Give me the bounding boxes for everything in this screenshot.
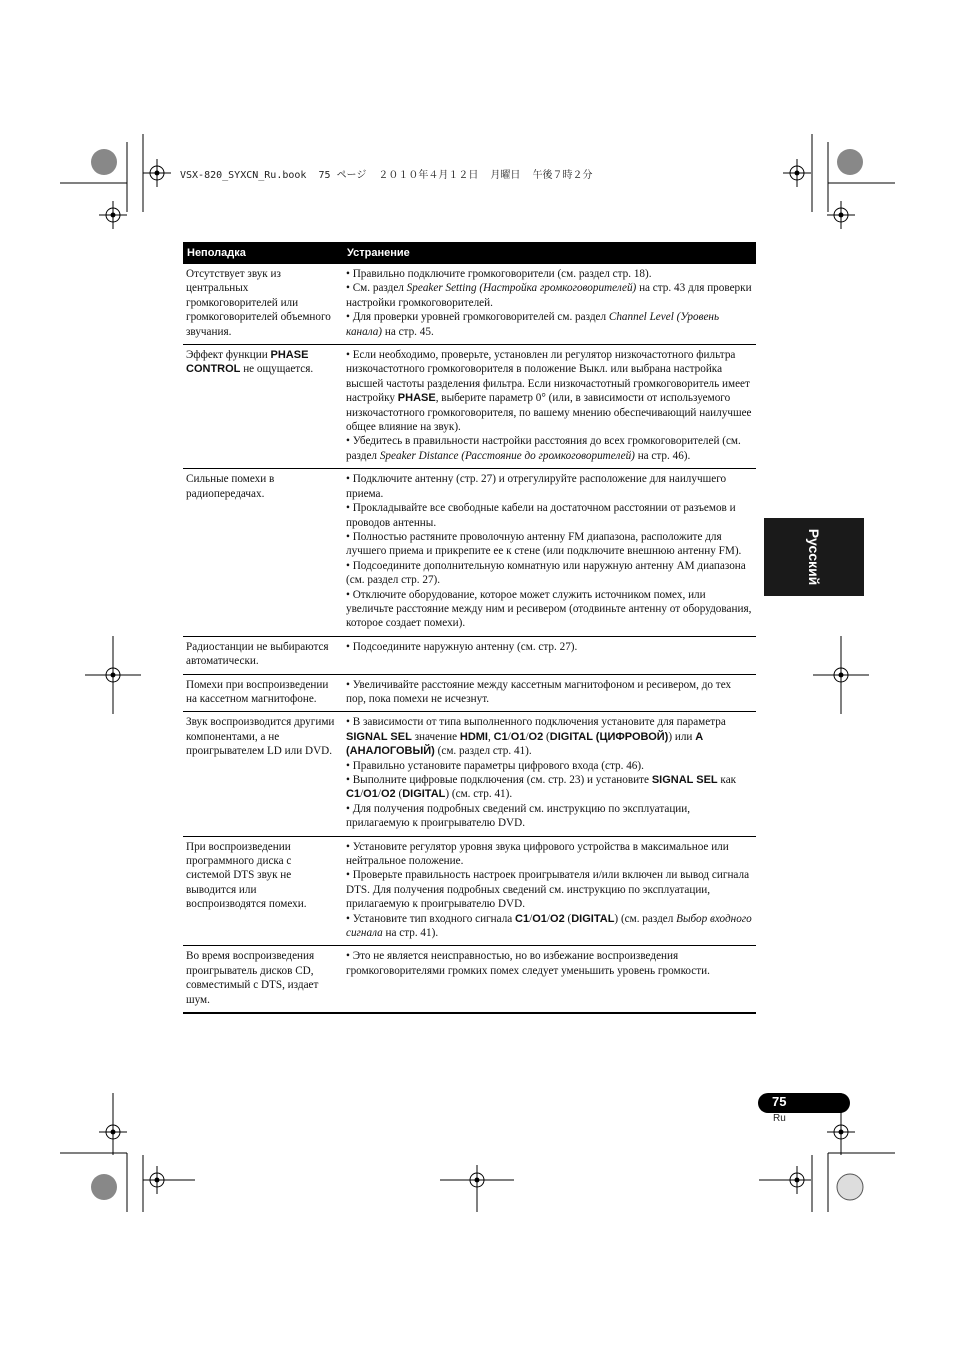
problem-text: Отсутствует звук из центральных громкоговорителей или громкоговорителей объемного звучания. bbox=[186, 268, 331, 338]
remedy-bullet bbox=[346, 559, 753, 588]
remedy-text: ( bbox=[543, 730, 550, 743]
language-side-tab bbox=[764, 518, 864, 596]
remedy-bullet bbox=[346, 472, 753, 501]
remedy-text: на стр. 41). bbox=[382, 927, 439, 940]
remedy-text: • Подсоедините дополнительную комнатную или наружную антенну AM диапазона (см. раздел стр. 27). bbox=[346, 559, 746, 587]
remedy-text: HDMI bbox=[459, 730, 488, 743]
remedy-cell bbox=[343, 674, 756, 712]
remedy-text: • Прокладывайте все свободные кабели на достаточном расстоянии от разъемов и проводов антенны. bbox=[346, 502, 736, 529]
remedy-text: Выбор входного сигнала bbox=[346, 912, 752, 940]
table-row bbox=[183, 674, 756, 712]
remedy-bullet bbox=[346, 759, 753, 773]
remedy-bullet bbox=[346, 802, 753, 831]
page-number: 75 bbox=[772, 1094, 787, 1109]
remedy-bullet bbox=[346, 715, 753, 758]
remedy-text: Channel Level (Уровень канала) bbox=[346, 311, 720, 338]
problem-text: Эффект функции bbox=[186, 349, 271, 362]
remedy-bullet bbox=[346, 434, 753, 463]
remedy-text: O2 bbox=[550, 912, 565, 925]
remedy-text: ( bbox=[395, 788, 403, 801]
remedy-text: O1 bbox=[532, 912, 547, 925]
remedy-text: Speaker Setting (Настройка громкоговорителей) bbox=[406, 282, 637, 295]
problem-text: не ощущается. bbox=[240, 363, 314, 376]
remedy-text: , bbox=[487, 730, 494, 743]
page-number-badge bbox=[758, 1093, 850, 1113]
problem-cell bbox=[183, 946, 343, 1013]
remedy-text: Speaker Distance (Расстояние до громкоговорителей) bbox=[379, 449, 635, 462]
book-header-line: VSX-820_SYXCN_Ru.book 75 ページ ２０１０年４月１２日 月曜日 午後７時２分 bbox=[180, 170, 593, 181]
remedy-bullet bbox=[346, 530, 753, 559]
remedy-text: • Полностью растяните проволочную антенну FM диапазона, расположите для лучшего приема и прикрепите ее к стене (или подключите внешнюю антенну FM). bbox=[346, 530, 742, 558]
remedy-text: ) или bbox=[668, 730, 696, 743]
remedy-text: / bbox=[507, 730, 511, 743]
problem-text: При воспроизведении программного диска с системой DTS звук не выводится или воспроизводятся помехи. bbox=[186, 840, 307, 911]
remedy-text: • В зависимости от типа выполненного подключения установите для параметра bbox=[346, 716, 726, 729]
remedy-text: , выберите параметр 0° (или, в зависимости от используемого низкочастотного громкоговорителя, по вашему мнению обеспечивающий наилучшее общее влияние на звук). bbox=[346, 392, 752, 434]
remedy-text: A (АНАЛОГОВЫЙ) bbox=[346, 730, 703, 758]
remedy-bullet bbox=[346, 348, 753, 434]
problem-cell bbox=[183, 712, 343, 836]
remedy-text: • Установите тип входного сигнала bbox=[346, 912, 516, 925]
remedy-text: / bbox=[546, 912, 551, 925]
remedy-bullet bbox=[346, 267, 753, 281]
remedy-text: (см. раздел стр. 41). bbox=[434, 745, 532, 758]
remedy-text: на стр. 45. bbox=[382, 325, 434, 338]
remedy-text: / bbox=[360, 788, 364, 801]
remedy-cell bbox=[343, 636, 756, 674]
problem-text: Во время воспроизведения проигрыватель дисков CD, совместимый с DTS, издает шум. bbox=[186, 950, 319, 1006]
table-row bbox=[183, 469, 756, 636]
remedy-cell bbox=[343, 345, 756, 469]
remedy-text: / bbox=[525, 730, 529, 743]
remedy-text: DIGITAL bbox=[571, 912, 615, 925]
remedy-bullet bbox=[346, 868, 753, 911]
remedy-cell bbox=[343, 469, 756, 636]
problem-text: Радиостанции не выбираются автоматически. bbox=[186, 640, 329, 668]
problem-text: Звук воспроизводится другими компонентами, а не проигрывателем LD или DVD. bbox=[186, 716, 335, 758]
remedy-text: SIGNAL SEL bbox=[651, 774, 718, 786]
remedy-bullet bbox=[346, 640, 753, 654]
remedy-text: O1 bbox=[363, 788, 378, 801]
remedy-text: DIGITAL bbox=[402, 788, 446, 801]
problem-cell bbox=[183, 836, 343, 946]
remedy-text: • Выполните цифровые подключения (см. стр. 23) и установите bbox=[346, 774, 652, 786]
remedy-text: • Установите регулятор уровня звука цифрового устройства в максимальное или нейтральное положение. bbox=[346, 840, 729, 868]
column-header-remedy: Устранение bbox=[343, 242, 756, 264]
problem-text: Помехи при воспроизведении на кассетном магнитофоне. bbox=[186, 678, 329, 705]
remedy-cell bbox=[343, 264, 756, 345]
table-row bbox=[183, 946, 756, 1013]
remedy-text: PHASE bbox=[397, 392, 436, 405]
remedy-bullet bbox=[346, 588, 753, 631]
table-row bbox=[183, 712, 756, 836]
language-side-tab-label: Русский bbox=[806, 528, 822, 586]
remedy-text: O2 bbox=[380, 788, 396, 801]
problem-cell bbox=[183, 674, 343, 712]
remedy-cell bbox=[343, 836, 756, 946]
remedy-text: как bbox=[717, 774, 737, 786]
remedy-bullet bbox=[346, 501, 753, 530]
remedy-text: / bbox=[529, 912, 533, 925]
problem-cell bbox=[183, 264, 343, 345]
remedy-text: • Если необходимо, проверьте, установлен ли регулятор низкочастотного фильтра низкочастотного громкоговорителя в положение Выкл. или выбрана настройка высшей частоты разделения фильтра. Если низкочастотный громкоговоритель имеет настройку bbox=[346, 349, 750, 405]
remedy-cell bbox=[343, 946, 756, 1013]
remedy-text: • Это не является неисправностью, но во избежание воспроизведения громкоговорителями громких помех следует уменьшить уровень громкости. bbox=[346, 950, 710, 977]
remedy-text: / bbox=[377, 788, 381, 801]
remedy-text: • Отключите оборудование, которое может служить источником помех, или увеличьте расстояние между ним и ресивером (отодвиньте антенну от оборудования, которое создает помехи). bbox=[346, 588, 752, 630]
troubleshooting-table bbox=[183, 242, 756, 1014]
remedy-text: • Для проверки уровней громкоговорителей см. раздел bbox=[346, 311, 609, 324]
remedy-text: SIGNAL SEL bbox=[346, 730, 412, 743]
remedy-text: • Подключите антенну (стр. 27) и отрегулируйте расположение для наилучшего приема. bbox=[346, 473, 727, 500]
remedy-bullet bbox=[346, 678, 753, 707]
problem-text: PHASE CONTROL bbox=[186, 349, 309, 376]
remedy-text: • Проверьте правильность настроек проигрывателя и/или включен ли вывод сигнала DTS. Для получения подробных сведений см. инструкцию по эксплуатации, прилагаемую к проигрывателю DVD. bbox=[346, 869, 750, 911]
remedy-text: ) (см. стр. 41). bbox=[445, 788, 513, 801]
page-language-code: Ru bbox=[773, 1113, 786, 1124]
problem-cell bbox=[183, 469, 343, 636]
table-row bbox=[183, 636, 756, 674]
remedy-text: на стр. 46). bbox=[634, 449, 691, 462]
remedy-text: • Для получения подробных сведений см. инструкцию по эксплуатации, прилагаемую к проигрывателю DVD. bbox=[346, 802, 691, 830]
remedy-text: O2 bbox=[528, 730, 544, 743]
remedy-text: ) (см. раздел bbox=[614, 912, 677, 925]
remedy-text: • Подсоедините наружную антенну (см. стр. 27). bbox=[346, 640, 578, 653]
remedy-bullet bbox=[346, 310, 753, 339]
remedy-text: DIGITAL (ЦИФРОВОЙ) bbox=[549, 730, 669, 743]
remedy-text: C1 bbox=[493, 730, 508, 743]
remedy-bullet bbox=[346, 949, 753, 978]
remedy-bullet bbox=[346, 912, 753, 941]
remedy-text: • Убедитесь в правильности настройки расстояния до всех громкоговорителей (см. раздел bbox=[346, 435, 741, 462]
table-body bbox=[183, 264, 756, 1013]
column-header-problem: Неполадка bbox=[183, 242, 343, 264]
remedy-bullet bbox=[346, 773, 753, 802]
remedy-text: • См. раздел bbox=[346, 282, 407, 295]
remedy-text: значение bbox=[411, 730, 460, 743]
remedy-bullet bbox=[346, 281, 753, 310]
table-row bbox=[183, 264, 756, 345]
remedy-cell bbox=[343, 712, 756, 836]
table-header bbox=[183, 242, 756, 264]
remedy-bullet bbox=[346, 840, 753, 869]
problem-cell bbox=[183, 345, 343, 469]
remedy-text: • Увеличивайте расстояние между кассетным магнитофоном и ресивером, до тех пор, пока помехи не исчезнут. bbox=[346, 678, 732, 705]
remedy-text: C1 bbox=[346, 788, 361, 801]
remedy-text: O1 bbox=[510, 730, 526, 743]
problem-cell bbox=[183, 636, 343, 674]
remedy-text: • Правильно установите параметры цифрового входа (стр. 46). bbox=[346, 759, 644, 772]
remedy-text: • Правильно подключите громкоговорители (см. раздел стр. 18). bbox=[346, 268, 652, 280]
remedy-text: на стр. 43 для проверки настройки громкоговорителей. bbox=[346, 282, 752, 309]
problem-text: Сильные помехи в радиопередачах. bbox=[186, 473, 275, 500]
remedy-text: ( bbox=[564, 912, 572, 925]
table-row bbox=[183, 836, 756, 946]
table-row bbox=[183, 345, 756, 469]
remedy-text: C1 bbox=[515, 912, 530, 925]
